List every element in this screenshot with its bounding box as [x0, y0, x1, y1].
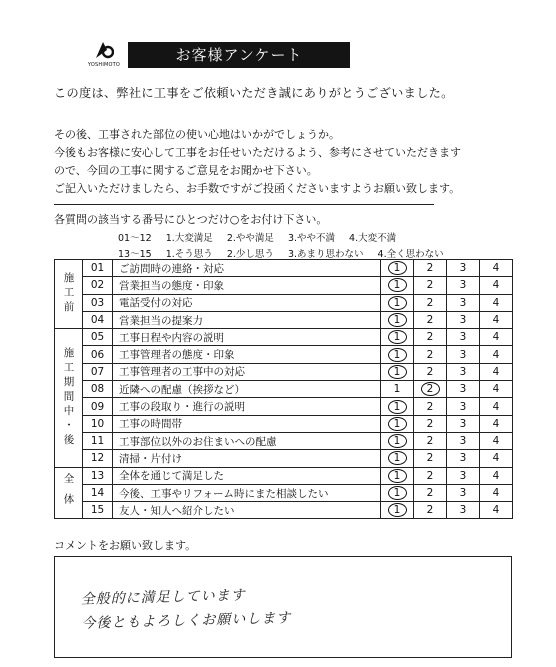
- answer-option-3[interactable]: [447, 450, 480, 467]
- question-row: [55, 415, 513, 432]
- answer-option-label: 4: [492, 331, 500, 344]
- answer-option-4[interactable]: [480, 415, 513, 432]
- answer-option-2[interactable]: [414, 432, 447, 449]
- answer-option-1[interactable]: [381, 432, 414, 449]
- question-number: 03: [83, 294, 113, 311]
- answer-option-label: 4: [492, 504, 500, 517]
- answer-option-2[interactable]: [414, 467, 447, 484]
- selected-answer-mark: 1: [388, 417, 407, 431]
- answer-option-label: 2: [426, 365, 434, 378]
- answer-option-2[interactable]: [414, 381, 447, 398]
- question-number: 09: [83, 398, 113, 415]
- answer-option-label: 4: [492, 296, 500, 309]
- answer-option-3[interactable]: [447, 398, 480, 415]
- answer-option-label: 3: [459, 487, 467, 499]
- question-text: ご訪問時の連絡・対応: [113, 260, 381, 277]
- question-row: [55, 277, 513, 294]
- section-label: 施工期間中・後: [55, 329, 83, 467]
- answer-option-label: 2: [426, 417, 434, 430]
- question-number: 12: [83, 450, 113, 467]
- question-text: 工事日程や内容の説明: [113, 329, 381, 346]
- answer-option-1[interactable]: [381, 260, 414, 277]
- answer-option-label: 3: [459, 417, 467, 430]
- answer-option-1[interactable]: [381, 363, 414, 380]
- question-row: [55, 363, 513, 380]
- scale-option: 3.あまり思わない: [287, 249, 364, 260]
- answer-option-2[interactable]: [414, 450, 447, 467]
- selected-answer-mark: 1: [388, 330, 407, 344]
- question-row: [55, 260, 513, 277]
- intro-line: その後、工事された部位の使い心地はいかがでしょうか。: [54, 128, 340, 141]
- answer-option-label: 2: [426, 314, 434, 327]
- answer-option-label: 4: [492, 348, 500, 361]
- answer-option-1[interactable]: [381, 346, 414, 363]
- answer-option-label: 2: [426, 296, 434, 309]
- answer-option-label: 3: [459, 400, 467, 413]
- answer-option-label: 2: [426, 487, 434, 499]
- answer-scale-13-15: [118, 246, 455, 260]
- section-label: 全体: [55, 467, 83, 519]
- selected-answer-mark: 1: [388, 313, 407, 327]
- question-number: 04: [83, 311, 113, 328]
- answer-option-label: 3: [459, 348, 467, 361]
- scale-range: 01〜12: [118, 233, 152, 244]
- answer-option-1[interactable]: [381, 294, 414, 311]
- answer-option-label: 4: [492, 487, 500, 499]
- question-number: 15: [83, 502, 113, 519]
- answer-option-label: 4: [492, 400, 500, 413]
- answer-option-label: 3: [459, 365, 467, 378]
- answer-option-2[interactable]: [414, 329, 447, 346]
- question-text: 工事の時間帯: [113, 415, 381, 432]
- question-row: [55, 381, 513, 398]
- question-text: 友人・知人へ紹介したい: [113, 502, 381, 519]
- scale-option: 3.やや不満: [287, 233, 336, 244]
- question-text: 工事管理者の工事中の対応: [113, 363, 381, 380]
- question-number: 08: [83, 381, 113, 398]
- question-text: 今後、工事やリフォーム時にまた相談したい: [113, 484, 381, 501]
- logo-text: YOSHIMOTO: [87, 62, 121, 68]
- answer-option-label: 2: [426, 504, 434, 517]
- answer-option-3[interactable]: [447, 329, 480, 346]
- answer-option-4[interactable]: [480, 277, 513, 294]
- answer-option-3[interactable]: [447, 432, 480, 449]
- selected-answer-mark: 1: [388, 278, 407, 292]
- selected-answer-mark: 1: [388, 469, 407, 483]
- answer-option-3[interactable]: [447, 415, 480, 432]
- answer-option-3[interactable]: [447, 277, 480, 294]
- intro-paragraph: [54, 126, 514, 198]
- answer-option-label: 4: [492, 314, 500, 327]
- answer-option-2[interactable]: [414, 398, 447, 415]
- question-number: 01: [83, 260, 113, 277]
- scale-option: 2.少し思う: [226, 249, 274, 260]
- scale-option: 4.大変不満: [349, 233, 397, 244]
- question-number: 06: [83, 346, 113, 363]
- answer-option-2[interactable]: [414, 346, 447, 363]
- question-number: 07: [83, 363, 113, 380]
- selected-answer-mark: 1: [388, 503, 407, 517]
- answer-option-4[interactable]: [480, 450, 513, 467]
- question-row: [55, 346, 513, 363]
- answer-option-label: 2: [426, 469, 434, 482]
- answer-option-2[interactable]: [414, 415, 447, 432]
- answer-option-2[interactable]: [414, 277, 447, 294]
- answer-option-3[interactable]: [447, 311, 480, 328]
- answer-option-1[interactable]: [381, 502, 414, 519]
- answer-option-label: 2: [426, 452, 434, 465]
- question-row: [55, 294, 513, 311]
- answer-option-label: 4: [492, 469, 500, 482]
- answer-option-4[interactable]: [480, 363, 513, 380]
- question-text: 電話受付の対応: [113, 294, 381, 311]
- answer-option-label: 3: [459, 504, 467, 517]
- comment-line: 今後ともよろしくお願いします: [81, 610, 292, 632]
- answer-option-2[interactable]: [414, 311, 447, 328]
- answer-option-4[interactable]: [480, 467, 513, 484]
- section-label: 施工前: [55, 260, 83, 329]
- selected-answer-mark: 1: [388, 486, 407, 500]
- answer-option-label: 3: [459, 452, 467, 465]
- answer-option-3[interactable]: [447, 484, 480, 501]
- thanks-message: この度は、弊社に工事をご依頼いただき誠にありがとうございました。: [54, 86, 454, 100]
- answer-option-4[interactable]: [480, 432, 513, 449]
- answer-option-1[interactable]: [381, 467, 414, 484]
- answer-option-4[interactable]: [480, 311, 513, 328]
- answer-option-label: 3: [459, 383, 467, 396]
- question-row: [55, 432, 513, 449]
- answer-option-1[interactable]: [381, 277, 414, 294]
- answer-option-label: 2: [426, 279, 434, 292]
- answer-option-label: 4: [492, 262, 500, 275]
- answer-option-2[interactable]: [414, 484, 447, 501]
- answer-option-label: 3: [459, 262, 467, 275]
- question-text: 営業担当の態度・印象: [113, 277, 381, 294]
- handwritten-comment: [80, 582, 291, 635]
- selected-answer-mark: 1: [388, 365, 407, 379]
- question-number: 02: [83, 277, 113, 294]
- question-text: 工事部位以外のお住まいへの配慮: [113, 432, 381, 449]
- answer-option-2[interactable]: [414, 294, 447, 311]
- question-number: 05: [83, 329, 113, 346]
- selected-answer-mark: 1: [388, 348, 407, 362]
- question-number: 11: [83, 432, 113, 449]
- answer-option-1[interactable]: [381, 398, 414, 415]
- comment-label: コメントをお願い致します。: [54, 539, 197, 552]
- intro-line: 今後もお客様に安心して工事をお任せいただけるよう、参考にさせていただきます: [54, 146, 461, 159]
- question-text: 営業担当の提案力: [113, 311, 381, 328]
- answer-option-4[interactable]: [480, 381, 513, 398]
- question-row: [55, 450, 513, 467]
- answer-option-label: 3: [459, 279, 467, 292]
- answer-option-2[interactable]: [414, 363, 447, 380]
- answer-option-1[interactable]: [381, 381, 414, 398]
- question-row: [55, 502, 513, 519]
- answer-option-1[interactable]: [381, 415, 414, 432]
- answer-option-3[interactable]: [447, 346, 480, 363]
- question-text: 近隣への配慮（挨拶など）: [113, 381, 381, 398]
- comment-line: 全般的に満足しています: [80, 587, 246, 608]
- company-logo: [84, 40, 124, 72]
- answer-option-4[interactable]: [480, 502, 513, 519]
- question-text: 工事の段取り・進行の説明: [113, 398, 381, 415]
- answer-option-1[interactable]: [381, 329, 414, 346]
- selected-answer-mark: 1: [388, 400, 407, 414]
- answer-option-label: 3: [459, 435, 467, 448]
- answer-option-label: 4: [492, 279, 500, 292]
- answer-option-3[interactable]: [447, 260, 480, 277]
- question-number: 14: [83, 484, 113, 501]
- answer-option-label: 2: [426, 262, 434, 275]
- answer-option-4[interactable]: [480, 346, 513, 363]
- answer-option-4[interactable]: [480, 260, 513, 277]
- answer-option-label: 4: [492, 383, 500, 396]
- scale-option: 2.やや満足: [226, 233, 274, 244]
- question-row: [55, 484, 513, 501]
- scale-option: 1.大変満足: [165, 233, 213, 244]
- answer-option-label: 1: [393, 383, 401, 396]
- answer-option-4[interactable]: [480, 329, 513, 346]
- answer-option-label: 4: [492, 417, 500, 430]
- selected-answer-mark: 1: [388, 261, 407, 275]
- selected-answer-mark: 2: [421, 382, 440, 396]
- answer-option-1[interactable]: [381, 484, 414, 501]
- selected-answer-mark: 1: [388, 434, 407, 448]
- answer-option-label: 3: [459, 314, 467, 327]
- answer-option-4[interactable]: [480, 398, 513, 415]
- answer-option-1[interactable]: [381, 450, 414, 467]
- comment-box[interactable]: [54, 556, 512, 658]
- answer-option-label: 4: [492, 365, 500, 378]
- scale-range: 13〜15: [118, 249, 152, 260]
- answer-option-3[interactable]: [447, 363, 480, 380]
- question-number: 13: [83, 467, 113, 484]
- answer-option-3[interactable]: [447, 467, 480, 484]
- answer-option-3[interactable]: [447, 502, 480, 519]
- question-text: 清掃・片付け: [113, 450, 381, 467]
- answer-option-label: 3: [459, 296, 467, 309]
- answer-option-label: 3: [459, 331, 467, 344]
- instruction-text: 各質問の該当する番号にひとつだけ○をお付け下さい。: [54, 213, 328, 226]
- answer-option-label: 4: [492, 452, 500, 465]
- page-title: お客様アンケート: [128, 42, 350, 68]
- divider: [54, 204, 434, 205]
- answer-option-3[interactable]: [447, 294, 480, 311]
- answer-option-label: 4: [492, 435, 500, 448]
- answer-option-label: 3: [459, 469, 467, 482]
- answer-scale-01-12: [118, 230, 407, 244]
- answer-option-label: 2: [426, 348, 434, 361]
- intro-line: ので、今回の工事に関するご意見をお聞かせ下さい。: [54, 164, 318, 177]
- question-row: [55, 467, 513, 484]
- answer-option-4[interactable]: [480, 294, 513, 311]
- answer-option-label: 2: [426, 331, 434, 344]
- question-row: [55, 398, 513, 415]
- question-row: [55, 329, 513, 346]
- scale-option: 1.そう思う: [165, 249, 213, 260]
- selected-answer-mark: 1: [388, 296, 407, 310]
- question-text: 全体を通じて満足した: [113, 467, 381, 484]
- answer-option-3[interactable]: [447, 381, 480, 398]
- question-row: [55, 311, 513, 328]
- answer-option-label: 2: [426, 400, 434, 413]
- question-number: 10: [83, 415, 113, 432]
- answer-option-label: 2: [426, 435, 434, 448]
- logo-mark-icon: [94, 40, 114, 60]
- answer-option-4[interactable]: [480, 484, 513, 501]
- scale-option: 4.全く思わない: [377, 249, 444, 260]
- question-text: 工事管理者の態度・印象: [113, 346, 381, 363]
- intro-line: ご記入いただけましたら、お手数ですがご投函くださいますようお願い致します。: [54, 182, 461, 195]
- answer-option-2[interactable]: [414, 502, 447, 519]
- survey-table: [54, 259, 513, 519]
- answer-option-2[interactable]: [414, 260, 447, 277]
- answer-option-1[interactable]: [381, 311, 414, 328]
- selected-answer-mark: 1: [388, 451, 407, 465]
